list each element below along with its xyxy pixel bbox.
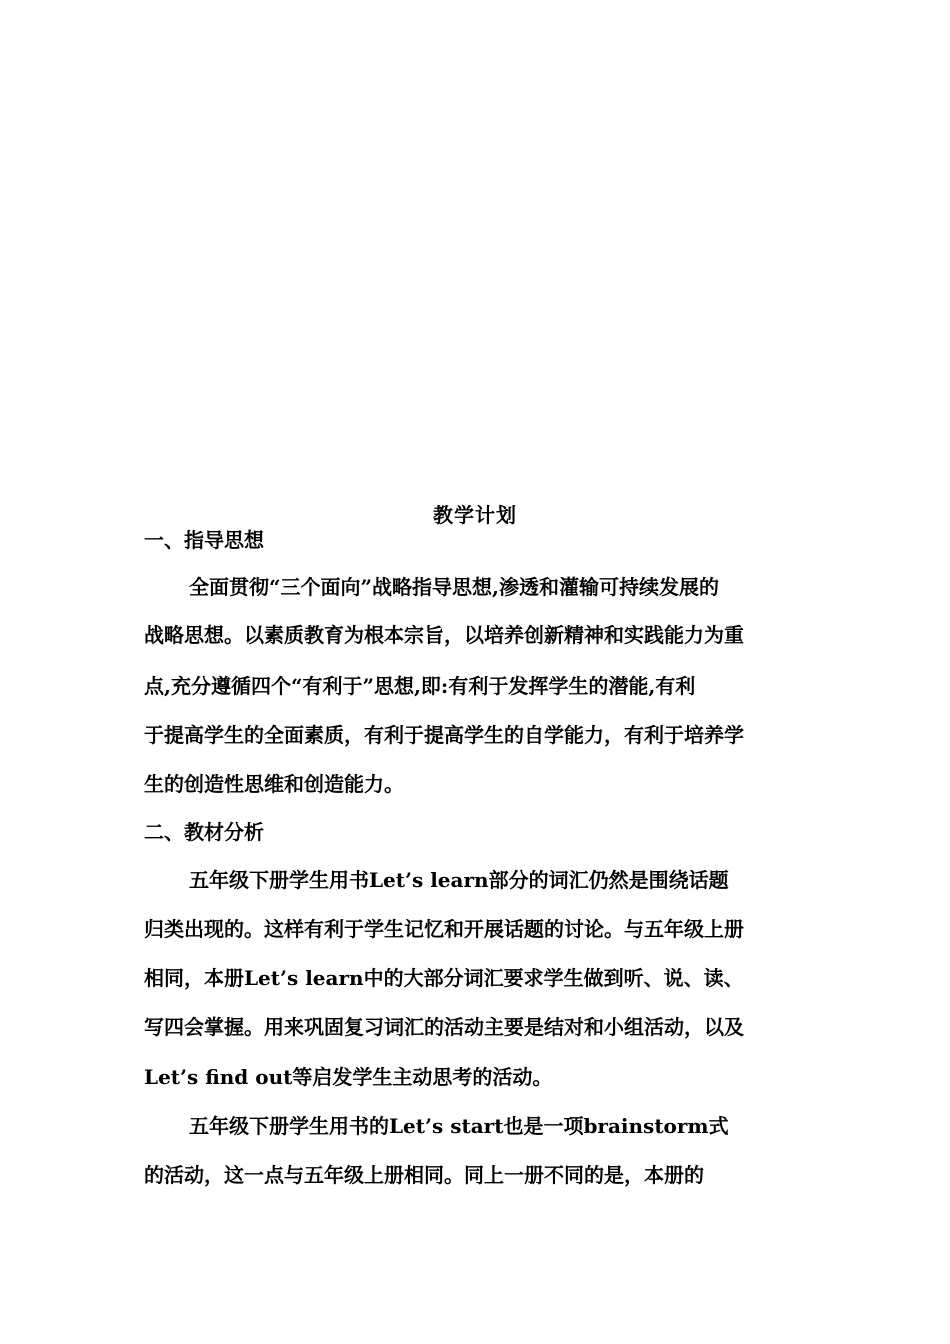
- section-heading-textbook-analysis: 二、教材分析: [144, 820, 264, 844]
- paragraph-line: 五年级下册学生用书的Let’s start也是一项brainstorm式: [189, 1114, 729, 1138]
- section-heading-guiding-thought: 一、指导思想: [144, 528, 264, 552]
- paragraph-line: 的活动，这一点与五年级上册相同。同上一册不同的是，本册的: [144, 1163, 704, 1187]
- paragraph-line: 五年级下册学生用书Let’s learn部分的词汇仍然是围绕话题: [189, 868, 729, 892]
- paragraph-line: 归类出现的。这样有利于学生记忆和开展话题的讨论。与五年级上册: [144, 917, 744, 941]
- paragraph-line: 于提高学生的全面素质，有利于提高学生的自学能力，有利于培养学: [144, 723, 744, 747]
- paragraph-line: 写四会掌握。用来巩固复习词汇的活动主要是结对和小组活动，以及: [144, 1015, 744, 1039]
- paragraph-line: 相同，本册Let’s learn中的大部分词汇要求学生做到听、说、读、: [144, 966, 744, 990]
- paragraph-line: 战略思想。以素质教育为根本宗旨，以培养创新精神和实践能力为重: [144, 623, 744, 647]
- paragraph-line: 点,充分遵循四个“有利于”思想,即:有利于发挥学生的潜能,有利: [144, 674, 696, 698]
- paragraph-line: 生的创造性思维和创造能力。: [144, 772, 404, 796]
- paragraph-line: 全面贯彻“三个面向”战略指导思想,渗透和灌输可持续发展的: [189, 575, 719, 599]
- document-title: 教学计划: [433, 503, 517, 527]
- paragraph-line: Let’s find out等启发学生主动思考的活动。: [144, 1065, 553, 1089]
